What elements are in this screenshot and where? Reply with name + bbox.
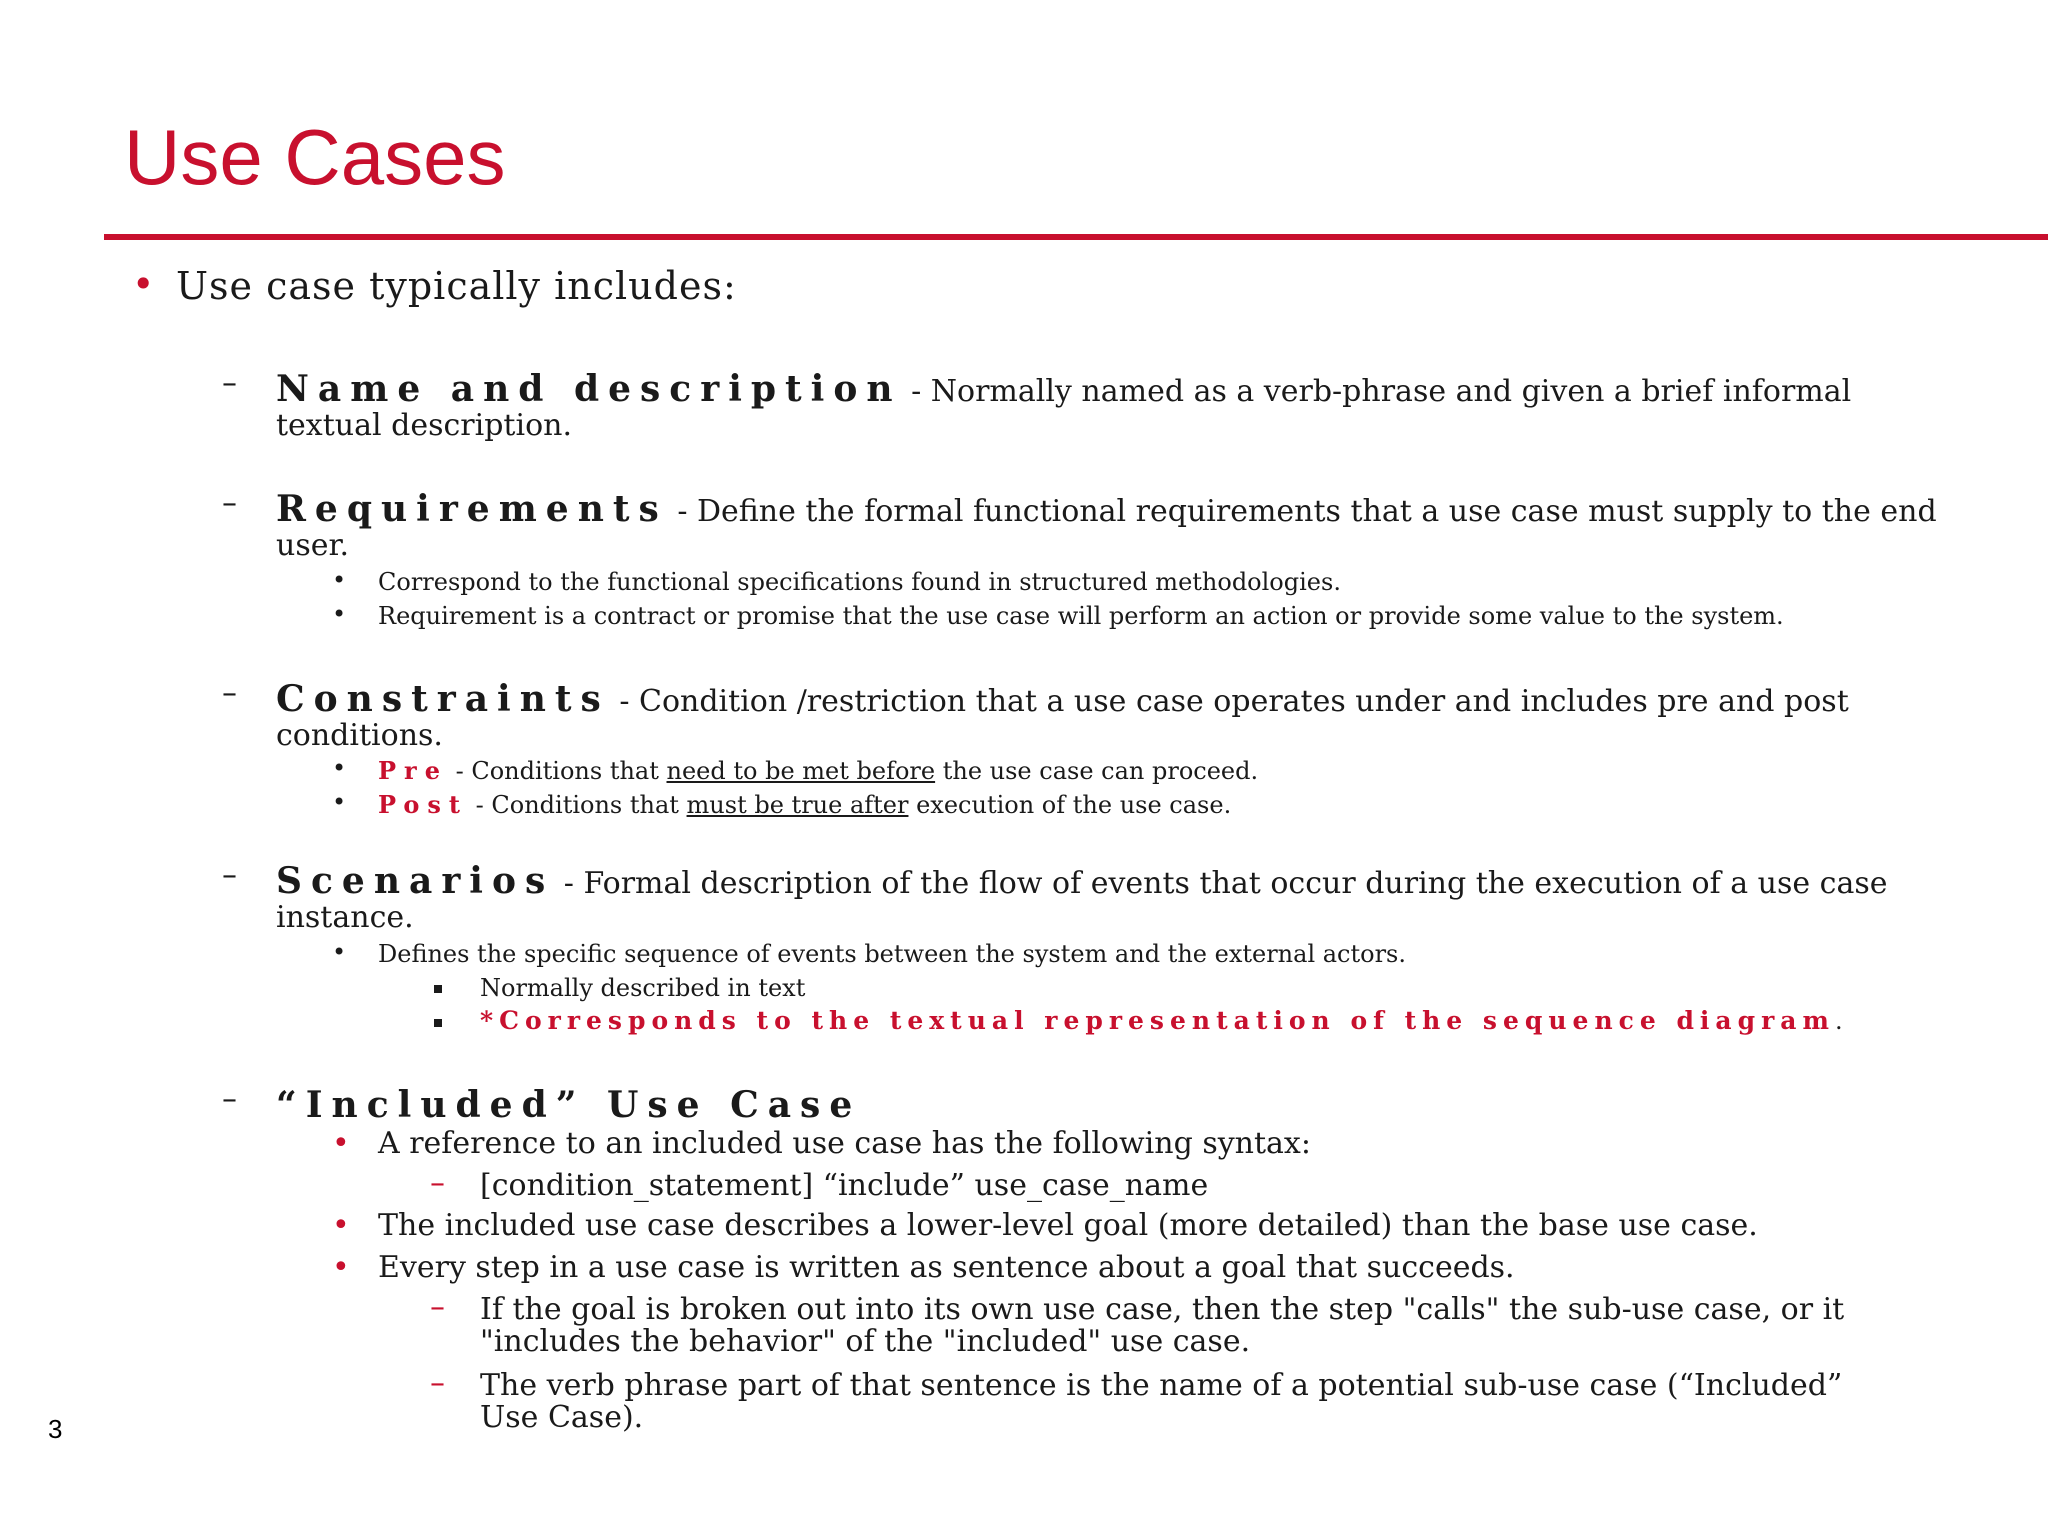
constraint-post (378, 790, 1231, 819)
section-scenarios-heading: Scenarios (276, 860, 555, 902)
square-bullet-icon (434, 978, 442, 997)
title-divider (104, 234, 2048, 240)
intro-bullet (132, 262, 155, 306)
pre-underlined: need to be met before (666, 757, 936, 785)
section-name (276, 368, 1851, 410)
bullet-icon: • (332, 600, 347, 628)
section-requirements-text: - Define the formal functional requirements that a use case must supply to the end (667, 494, 1937, 529)
section-constraints (276, 678, 1849, 720)
section-scenarios (276, 860, 1887, 902)
sequence-diagram-note: *Corresponds to the textual representation of the sequence diagram (480, 1006, 1835, 1035)
post-prefix: - Conditions that (468, 791, 687, 819)
bullet-icon: • (332, 938, 347, 966)
section-requirements-heading: Requirements (276, 488, 668, 530)
dash-icon: – (222, 366, 237, 401)
pre-suffix: the use case can proceed. (935, 757, 1259, 785)
square-bullet-icon (434, 1012, 442, 1031)
bullet-icon: • (332, 566, 347, 594)
included-item: A reference to an included use case has the following syntax: (378, 1126, 1311, 1161)
included-item: The included use case describes a lower-level goal (more detailed) than the base use case. (378, 1208, 1758, 1243)
pre-label: Pre (378, 756, 448, 785)
intro-text: Use case typically includes: (176, 264, 737, 308)
included-syntax: [condition_statement] “include” use_case_name (480, 1168, 1209, 1203)
constraint-pre (378, 756, 1258, 785)
section-constraints-heading: Constraints (276, 678, 610, 720)
bullet-icon: • (332, 1208, 350, 1243)
section-scenarios-text: - Formal description of the flow of events that occur during the execution of a use case (554, 866, 1888, 901)
scenarios-item: Defines the specific sequence of events between the system and the external actors. (378, 940, 1407, 968)
post-suffix: execution of the use case. (908, 791, 1232, 819)
included-item: Every step in a use case is written as sentence about a goal that succeeds. (378, 1250, 1515, 1285)
section-constraints-text: - Condition /restriction that a use case operates under and includes pre and post (609, 684, 1849, 719)
included-sub-item: If the goal is broken out into its own use case, then the step "calls" the sub-use case, or it (480, 1292, 1845, 1327)
post-underlined: must be true after (686, 791, 909, 819)
dash-icon: – (430, 1366, 445, 1401)
sequence-diagram-note-end: . (1834, 1007, 1843, 1035)
dash-icon: – (430, 1166, 445, 1201)
section-name-heading: Name and description (276, 368, 902, 410)
post-label: Post (378, 790, 469, 819)
section-constraints-text-cont: conditions. (276, 718, 443, 753)
section-name-text: - Normally named as a verb-phrase and given a brief informal (901, 374, 1852, 409)
section-scenarios-text-cont: instance. (276, 900, 414, 935)
bullet-icon: • (332, 1250, 350, 1285)
dash-icon: – (222, 676, 237, 711)
section-included (276, 1084, 861, 1126)
page-number: 3 (48, 1414, 63, 1444)
dash-icon: – (222, 858, 237, 893)
bullet-icon: • (132, 262, 156, 306)
included-sub-item-cont: Use Case). (480, 1400, 644, 1435)
dash-icon: – (430, 1290, 445, 1325)
section-requirements (276, 488, 1937, 530)
section-name-text-cont: textual description. (276, 408, 572, 443)
pre-prefix: - Conditions that (447, 757, 667, 785)
bullet-icon: • (332, 788, 347, 816)
included-sub-item-cont: "includes the behavior" of the "included" use case. (480, 1324, 1251, 1359)
scenarios-sub-item: Normally described in text (480, 974, 806, 1002)
section-requirements-text-cont: user. (276, 528, 350, 563)
included-sub-item: The verb phrase part of that sentence is the name of a potential sub-use case (“Included” (480, 1368, 1843, 1403)
section-included-heading: “Included” Use Case (276, 1084, 862, 1126)
requirements-item: Requirement is a contract or promise that the use case will perform an action or provide some value to the system. (378, 602, 1784, 630)
requirements-item: Correspond to the functional specifications found in structured methodologies. (378, 568, 1341, 596)
scenarios-sub-item-emphasis (480, 1006, 1843, 1035)
bullet-icon: • (332, 1126, 350, 1161)
dash-icon: – (222, 486, 237, 521)
slide-title: Use Cases (124, 113, 506, 201)
bullet-icon: • (332, 754, 347, 782)
dash-icon: – (222, 1082, 237, 1117)
